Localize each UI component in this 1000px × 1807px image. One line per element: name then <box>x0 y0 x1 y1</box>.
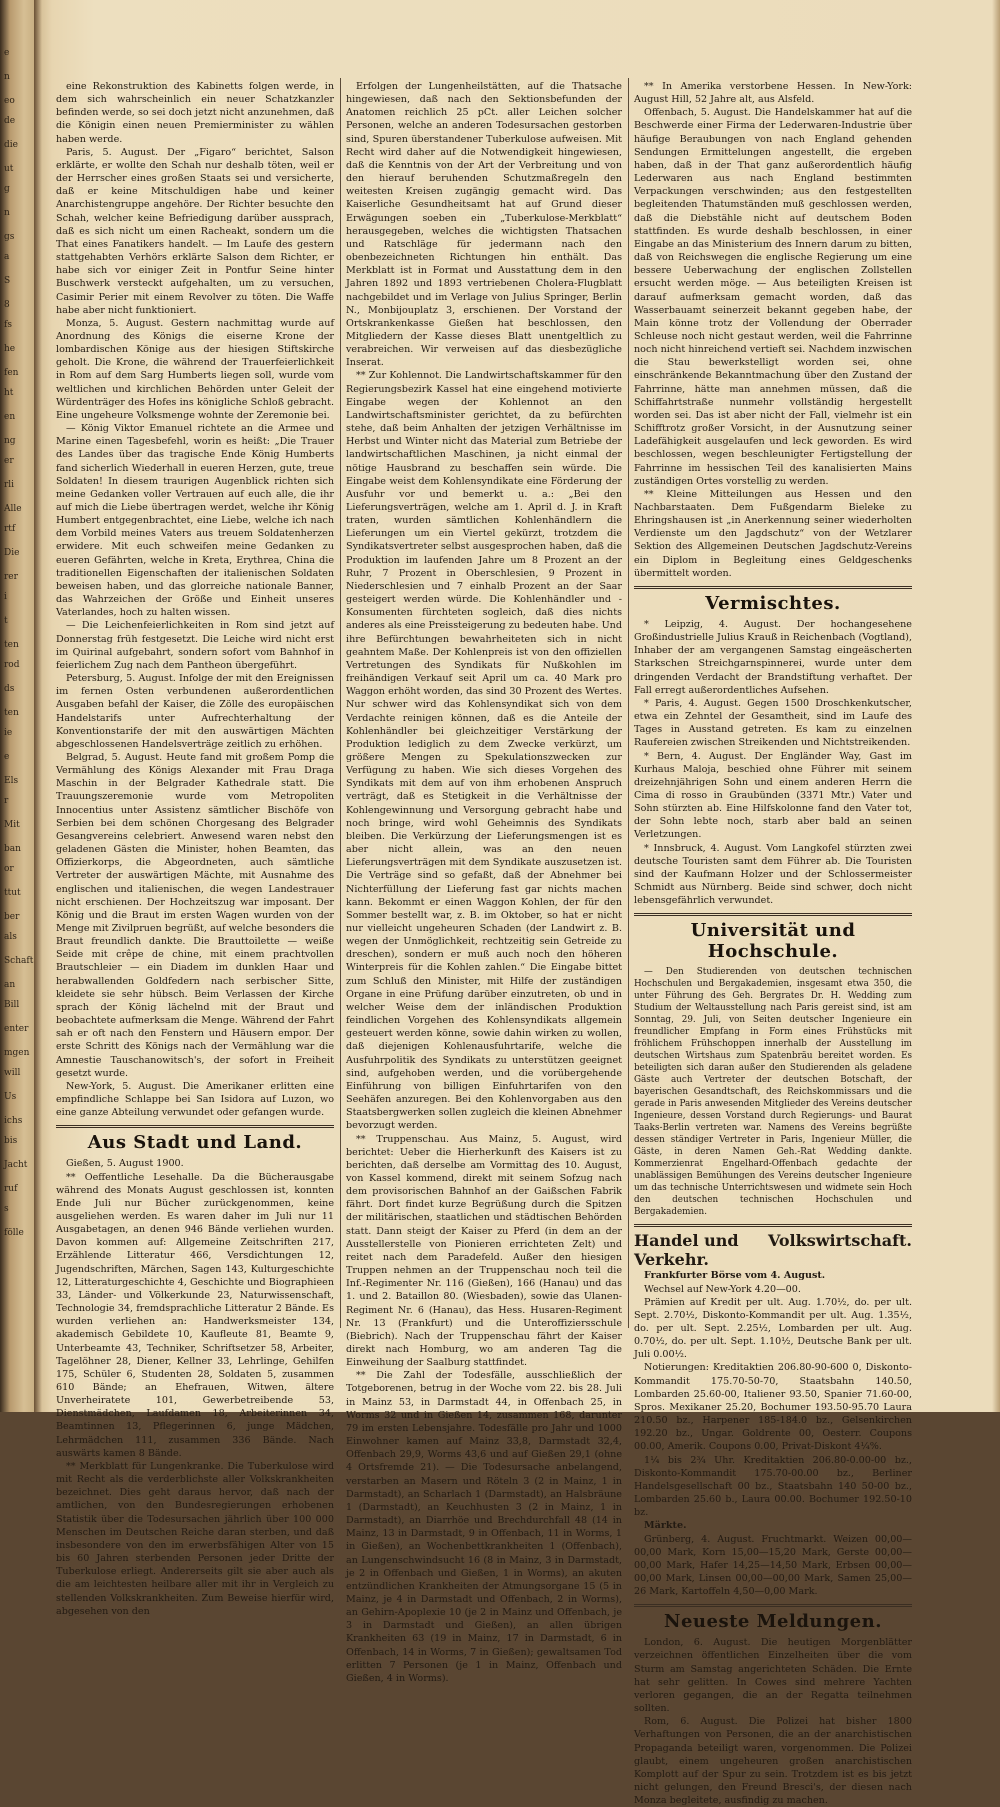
previous-page-fragment: er <box>4 456 14 466</box>
maerkte-line: Grünberg, 4. August. Fruchtmarkt. Weizen 00,00—00,00 Mark, Korn 15,00—15,20 Mark, Gerste 00,00—00,00 Mark, Hafer 14,25—14,50 Mark, Erbsen 00,00—00,00 Mark, Linsen 00,00—00,00 Mark, Samen 25,00—26 Mark, Kartoffeln 4,50—0,00 Mark. <box>634 1533 912 1598</box>
section-divider <box>634 1604 912 1607</box>
boerse-listing <box>634 1283 912 1520</box>
section-title-vermischtes: Vermischtes. <box>705 592 841 614</box>
previous-page-fragment: ng <box>4 436 16 446</box>
previous-page-fragment: Jacht <box>4 1160 28 1170</box>
section-title-aus-stadt-und-land: Aus Stadt und Land. <box>87 1132 303 1154</box>
previous-page-fragment: 8 <box>4 300 10 310</box>
previous-page-fragment: he <box>4 344 16 354</box>
previous-page-fragment: ie <box>4 728 13 738</box>
section-divider <box>634 1224 912 1227</box>
previous-page-fragment: or <box>4 864 14 874</box>
article-paragraph: — Die Leichenfeierlichkeiten in Rom sind jetzt auf Donnerstag früh festgesetzt. Die Leiche wird nicht erst im Quirinal aufgebahrt, sondern sofort vom Bahnhof in feierlichem Zug nach dem Pantheon übergeführt. <box>56 620 334 671</box>
previous-page-fragment: mgen <box>4 1048 30 1058</box>
section-title-handel: Handel und Verkehr. <box>634 1231 739 1270</box>
previous-page-fragment: rod <box>4 660 20 670</box>
previous-page-fragment: ichs <box>4 1116 23 1126</box>
previous-page-fragment: an <box>4 980 16 990</box>
section-divider <box>56 1125 334 1128</box>
previous-page-fragment: t <box>4 616 8 626</box>
previous-page-fragment: fölle <box>4 1228 24 1238</box>
article-paragraph: Monza, 5. August. Gestern nachmittag wurde auf Anordnung des Königs die eiserne Krone der lombardischen Könige aus der hiesigen Stiftskirche geholt. Die Krone, die während der Trauerfeierlichkeit in Rom auf dem Sarg Humberts liegen soll, wurde vom weltlichen und kirchlichen Behörden unter Geleit der Würdenträger des Hofes ins königliche Schloß gebracht. Eine ungeheure Volksmenge wohnte der Zeremonie bei. <box>56 317 334 421</box>
neueste-articles <box>634 1636 912 1807</box>
universitaet-articles <box>634 966 912 1218</box>
article-paragraph: Paris, 5. August. Der „Figaro“ berichtet, Salson erklärte, er wollte den Schah nur deshalb töten, weil er der Herrscher eines großen Staats sei und versicherte, daß er keine Mitschuldigen habe und keiner Anarchistengruppe angehöre. Der Richter besuchte den Schah, welcher keine Befriedigung darüber aussprach, daß es sich nicht um einen Racheakt, sondern um die That eines Fanatikers handelt. — Im Laufe des gestern stattgehabten Verhörs erklärte Salson dem Richter, er habe sich vor einiger Zeit in Pontfur Seine hinter Buschwerk versteckt aufgehalten, um zu versuchen, Casimir Perier mit einem Revolver zu töten. Die Waffe habe aber nicht funktioniert. <box>56 146 334 316</box>
article-paragraph: * Bern, 4. August. Der Engländer Way, Gast im Kurhaus Maloja, beschied ohne Führer mit seinem dreizehnjährigen Sohn und einem anderen Herrn die Cima di rosso in Graubünden (3371 Mtr.) Vater und Sohn stürzten ab. Eine Hilfskolonne fand den Vater tot, der Sohn lebte noch, starb aber bald an seinen Verletzungen. <box>634 750 912 841</box>
section-divider <box>634 586 912 589</box>
column-3 <box>634 80 912 1807</box>
article-paragraph: * Leipzig, 4. August. Der hochangesehene Großindustrielle Julius Krauß in Reichenbach (Vogtland), Inhaber der am vergangenen Samstag eingeäscherten Starkschen Streichgarnspinnerei, wurde unter dem dringenden Verdacht der Brandstiftung verhaftet. Der Fall erregt außerordentliches Aufsehen. <box>634 618 912 696</box>
article-paragraph: ** Oeffentliche Lesehalle. Da die Bücherausgabe während des Monats August geschlossen ist, konnten Ende Juli nur Bücher zurückgenommen, keine ausgeliehen werden. Es waren daher im Juli nur 11 Ausgabetagen, an denen 946 Bände verliehen wurden. Davon kommen auf: Allgemeine Zeitschriften 217, Erzählende Litteratur 466, Versdichtungen 12, Jugendschriften, Märchen, Sagen 143, Kulturgeschichte 12, Litteraturgeschichte 4, Geschichte und Biographieen 33, Länder- und Völkerkunde 23, Naturwissenschaft, Technologie 34, fremdsprachliche Litteratur 2 Bände. Es wurden verliehen an: Handwerksmeister 134, akademisch Gebildete 10, Kaufleute 81, Beamte 9, Unterbeamte 43, Techniker, Schriftsetzer 58, Arbeiter, Tagelöhner 28, Diener, Kellner 33, Lehrlinge, Gehilfen 175, Schüler 6, Studenten 28, Soldaten 5, zusammen 610 Bände; an Ehefrauen, Witwen, ältere Unverheiratete 101, Gewerbetreibende 53, Dienstmädchen, Laufdamen 18, Arbeiterinnen 34, Beamtinnen 13, Pflegerinnen 6, junge Mädchen, Lehrmädchen 111, zusammen 336 Bände. Nach auswärts kamen 8 Bände. <box>56 1171 334 1459</box>
article-paragraph: ** Die Zahl der Todesfälle, ausschließlich der Totgeborenen, betrug in der Woche vom 22. bis 28. Juli in Mainz 53, in Darmstadt 44, in Offenbach 25, in Worms 32 und in Gießen 14, zusammen 168, darunter 79 im ersten Lebensjahre. Todesfälle pro Jahr und 1000 Einwohner kamen auf Mainz 33,8, Darmstadt 32,4, Offenbach 29,9, Worms 43,6 und auf Gießen 29,1 (ohne 4 Ortsfremde 21). — Die Todesursache anbelangend, verstarben an Masern und Röteln 3 (2 in Mainz, 1 in Darmstadt), an Scharlach 1 (Darmstadt), an Halsbräune 1 (Darmstadt), an Keuchhusten 3 (2 in Mainz, 1 in Darmstadt), an Diarrhöe und Brechdurchfall 48 (14 in Mainz, 13 in Darmstadt, 9 in Offenbach, 11 in Worms, 1 in Gießen), an Wochenbettkrankheiten 1 (Offenbach), an Lungenschwindsucht 16 (8 in Mainz, 3 in Darmstadt, je 2 in Offenbach und Gießen, 1 in Worms), an akuten entzündlichen Krankheiten der Atmungsorgane 15 (5 in Mainz, je 4 in Darmstadt und Offenbach, 2 in Worms), an Gehirn-Apoplexie 10 (je 2 in Mainz und Offenbach, je 3 in Darmstadt und Gießen), an allen übrigen Krankheiten 63 (19 in Mainz, 17 in Darmstadt, 6 in Offenbach, 14 in Worms, 7 in Gießen); gewaltsamen Tod erlitten 7 Personen (je 1 in Mainz, Offenbach und Gießen, 4 in Worms). <box>346 1370 622 1684</box>
boerse-line: Wechsel auf New-York 4.20—00. <box>644 1283 801 1295</box>
previous-page-fragment: e <box>4 752 10 762</box>
previous-page-fragment: fs <box>4 320 12 330</box>
article-paragraph: ** Zur Kohlennot. Die Landwirtschaftskammer für den Regierungsbezirk Kassel hat eine eingehend motivierte Eingabe wegen der Kohlennot an den Landwirtschaftsminister gerichtet, da zu befürchten stehe, daß beim Anhalten der jetzigen Verhältnisse im Herbst und Winter nicht das Material zum Betriebe der landwirtschaftlichen Maschinen, ja nicht einmal der nötige Hausbrand zu beschaffen sein würde. Die Eingabe weist dem Kohlensyndikate eine Förderung der Ausfuhr vor und bemerkt u. a.: „Bei den Lieferungsverträgen, welche am 1. April d. J. in Kraft traten, wurden sämtlichen Kohlenhändlern die Lieferungen um ein Viertel gekürzt, trotzdem die Syndikatsvertreter selbst ausgesprochen haben, daß die Produktion im laufenden Jahre um 8 Prozent an der Ruhr, 7 Prozent in Oberschlesien, 9 Prozent in Niederschlesien und 7 einhalb Prozent an der Saar gesteigert werden würde. Die Kohlenhändler und -Konsumenten fürchteten sogleich, daß dies nichts anderes als eine Preissteigerung zu bedeuten habe. Und ihre Befürchtungen bewahrheiteten sich in nicht geahntem Maße. Der Kohlenpreis ist von den offiziellen Vertretungen des Syndikats für Nußkohlen im freihändigen Verkauf seit April um ca. 40 Mark pro Waggon erhöht worden, das sind 30 Prozent des Wertes. Nur schwer wird das Kohlensyndikat sich von dem Verdachte reinigen können, daß es die Anteile der Kohlenhändler bei gleichzeitiger Verstärkung der Produktion lediglich zu dem Zwecke verkürzt, um größere Mengen zu Spekulationszwecken zur Verfügung zu haben. Wie sich dieses Vorgehen des Syndikats mit dem auf von ihm erhobenen Anspruch verträgt, daß es Stetigkeit in die Verhältnisse der Kohlengewinnung und Versorgung gebracht habe und noch bringe, wird wohl Geheimnis des Syndikats bleiben. Die Verkürzung der Lieferungsmengen ist es aber nicht allein, was an den neuen Lieferungsverträgen mit dem Syndikate auszusetzen ist. Die Verträge sind so gefaßt, daß der Abnehmer bei Nichterfüllung der Lieferung fast gar nichts machen kann. Bekommt er einen Waggon Kohlen, der für den Sommer bestellt war, z. B. im Oktober, so hat er nicht nur vielleicht ungeheuren Schaden (der Landwirt z. B. wegen der Unmöglichkeit, rechtzeitig sein Getreide zu dreschen), sondern er muß auch noch den höheren Winterpreis für die Kohlen zahlen.“ Die Eingabe bittet zum Schluß den Minister, mit Hilfe der zuständigen Organe in eine Prüfung darüber einzutreten, ob und in welcher Weise dem der inländischen Produktion feindlichen Vorgehen des Kohlensyndikats allgemein gesteuert werden könne, sowie dahin wirken zu wollen, daß diejenigen Kohlenausfuhrtarife, welche die Ausfuhrpolitik des Syndikats zu unterstützen geeignet sind, aufgehoben werden, und die vorübergehende Einführung von billigen Einfuhrtarifen von den Seehäfen anzuregen. Bei den Kohlenvorgaben aus den Staatsbergwerken sollen zugleich die kleinen Abnehmer bevorzugt werden. <box>346 370 622 1132</box>
article-paragraph: * Paris, 4. August. Gegen 1500 Droschkenkutscher, etwa ein Zehntel der Gesamtheit, sind im Laufe des Tages in Ausstand getreten. Es kam zu einzelnen Raufereien zwischen Streikenden und Nichtstreikenden. <box>634 697 912 749</box>
article-paragraph: Petersburg, 5. August. Infolge der mit den Ereignissen im fernen Osten verbundenen außerordentlichen Ausgaben befahl der Kaiser, die Zölle des europäischen Handelstarifs unter Aufrechterhaltung der Konventionstarife der mit den auswärtigen Mächten abgeschlossenen Handelsverträge zeitlich zu erhöhen. <box>56 673 334 750</box>
previous-page-fragment: ten <box>4 708 19 718</box>
article-paragraph: New-York, 5. August. Die Amerikaner erlitten eine empfindliche Schlappe bei San Isidora auf Luzon, wo eine ganze Abteilung verwundet oder gefangen wurde. <box>56 1080 334 1119</box>
article-paragraph: ** Truppenschau. Aus Mainz, 5. August, wird berichtet: Ueber die Hierherkunft des Kaisers ist zu berichten, daß derselbe am Vormittag des 10. August, von Kassel kommend, direkt mit seinem Sofzug nach dem provisorischen Bahnhof an der Gaißschen Fabrik fährt. Dort findet kurze Begrüßung durch die Spitzen der militärischen, staatlichen und städtischen Behörden statt. Dann steigt der Kaiser zu Pferd (in dem an der Ausstellerstelle von Pionieren errichteten Zelt) und reitet nach dem Paradefeld. Außer den hiesigen Truppen nehmen an der Truppenschau noch teil die Inf.-Regimenter Nr. 116 (Gießen), 166 (Hanau) und das 1. und 2. Bataillon 80. (Wiesbaden), sowie das Ulanen-Regiment Nr. 6 (Hanau), das Hess. Husaren-Regiment Nr. 13 (Frankfurt) und die Unteroffiziersschule (Biebrich). Nach der Truppenschau fährt der Kaiser direkt nach Homburg, wo am anderen Tag die Einweihung der Saalburg stattfindet. <box>346 1133 622 1369</box>
previous-page-fragment: e <box>4 48 10 58</box>
maerkte-listing <box>634 1533 912 1599</box>
previous-page-fragment: de <box>4 116 16 126</box>
previous-page-fragment: Die <box>4 548 20 558</box>
maerkte-title: Märkte. <box>644 1520 687 1532</box>
section-title-volkswirtschaft: Volkswirtschaft. <box>767 1231 912 1251</box>
previous-page-fragment: a <box>4 252 10 262</box>
column-1 <box>56 80 334 1617</box>
previous-page-fragment: gs <box>4 232 15 242</box>
previous-page-fragment: rli <box>4 480 15 490</box>
previous-page-fragment: Bill <box>4 1000 20 1010</box>
previous-page-fragment: die <box>4 140 18 150</box>
previous-page-fragment: ten <box>4 640 19 650</box>
previous-page-fragment: g <box>4 184 10 194</box>
previous-page-fragment: en <box>4 412 16 422</box>
previous-page-fragment: als <box>4 932 17 942</box>
previous-page-fragment: fen <box>4 368 19 378</box>
vermischtes-articles <box>634 618 912 907</box>
previous-page-fragment: n <box>4 208 10 218</box>
previous-page-fragment: ber <box>4 912 20 922</box>
previous-page-fragment: s <box>4 1204 9 1214</box>
column-1-news <box>56 80 334 1119</box>
article-paragraph: ** Kleine Mitteilungen aus Hessen und den Nachbarstaaten. Dem Fußgendarm Bieleke zu Ehringshausen ist „in Anerkennung seiner wiederholten Verdienste um den Jagdschutz“ von der Wetzlarer Sektion des Allgemeinen Deutschen Jagdschutz-Vereins ein Diplom in Begleitung eines Geldgeschenks übermittelt worden. <box>634 488 912 579</box>
previous-page-fragment: rer <box>4 572 18 582</box>
column-rule <box>340 78 341 1328</box>
boerse-line: Notierungen: Kreditaktien 206.80-90-600 0, Diskonto-Kommandit 175.70-50-70, Staatsbahn 140.50, Lombarden 25.60-00, Italiener 93.50, Spanier 71.60-00, Spros. Mexikaner 25.20, Bochumer 193.50-95.70 Laura 210.50 bz., Harpener 185-184.0 bz., Gelsenkirchen 192.20 bz., Ungar. Goldrente 00, Oesterr. Coupons 00.00, Amerik. Coupons 0.00, Privat-Diskont 4¼%. <box>634 1362 912 1453</box>
previous-page-fragment: Mit <box>4 820 20 830</box>
boerse-line: 1¼ bis 2¾ Uhr. Kreditaktien 206.80-0.00-00 bz., Diskonto-Kommandit 175.70-00.00 bz., Berliner Handelsgesellschaft 00 bz., Staatsbahn 140 50-00 bz., Lombarden 25.60 b., Laura 00.00. Bochumer 192.50-10 bz. <box>634 1454 912 1519</box>
column-rule <box>628 78 629 1328</box>
previous-page-fragment: S <box>4 276 11 286</box>
previous-page-fragment: enter <box>4 1024 29 1034</box>
section-divider <box>634 913 912 916</box>
previous-page-fragment: r <box>4 796 9 806</box>
previous-page-fragment: rtf <box>4 524 16 534</box>
boerse-title: Frankfurter Börse vom 4. August. <box>644 1270 826 1282</box>
column-3-news <box>634 80 912 580</box>
previous-page-margin <box>0 0 34 1412</box>
previous-page-fragment: ttut <box>4 888 21 898</box>
handel-header <box>634 1231 912 1269</box>
previous-page-fragment: Alle <box>4 504 22 514</box>
article-paragraph: Rom, 6. August. Die Polizei hat bisher 1800 Verhaftungen von Personen, die an der anarchistischen Propaganda beteiligt waren, vorgenommen. Die Polizei glaubt, einem ungeheuren großen anarchistischen Komplott auf der Spur zu sein. Trotzdem ist es bis jetzt nicht gelungen, den Freund Bresci's, der diesen nach Monza begleitete, ausfindig zu machen. <box>634 1716 912 1807</box>
previous-page-fragment: i <box>4 592 7 602</box>
previous-page-fragment: ut <box>4 164 14 174</box>
article-paragraph: Offenbach, 5. August. Die Handelskammer hat auf die Beschwerde einer Firma der Lederwaren-Industrie über häufige Beraubungen von nach England gehenden Sendungen Ermittelungen angestellt, die ergeben haben, daß in der That ganz außerordentlich häufig Lederwaren aus nach England bestimmten Verpackungen verschwinden; aus den festgestellten begleitenden Thatumständen muß geschlossen werden, daß die Diebstähle nicht auf deutschem Boden stattfinden. Es wurde deshalb beschlossen, in einer Eingabe an das Ministerium des Innern darum zu bitten, daß von Reichswegen die englische Regierung um eine bessere Ueberwachung der englischen Zollstellen ersucht werden möge. — Aus beteiligten Kreisen ist darauf aufmerksam gemacht worden, daß das Wasserbauamt seinerzeit bekannt gegeben habe, der Main könne trotz der Vollendung der Oberrader Schleuse noch nicht gestaut werden, weil die Fahrrinne noch nicht hinreichend vertieft sei. Nachdem inzwischen die Stau bewerkstelligt worden sei, ohne einschränkende Bekanntmachung über den Zustand der Fahrrinne, hätte man annehmen müssen, daß die Schiffahrtstraße nunmehr vollständig hergestellt worden sei. Das ist aber nicht der Fall, vielmehr ist ein Schifftrotz großer Vorsicht, in der Ausnutzung seiner Ladefähigkeit ausgelaufen und leck geworden. Es wird beschlossen, wegen beschleunigter Fertigstellung der Fahrrinne im hessischen Teil des kanalisierten Mains zuständigen Ortes vorstellig zu werden. <box>634 107 912 487</box>
section-title-universitaet: Universität und Hochschule. <box>690 920 856 963</box>
previous-page-fragment: Els <box>4 776 19 786</box>
article-paragraph: — Den Studierenden von deutschen technischen Hochschulen und Bergakademien, insgesamt etwa 350, die unter Führung des Geh. Bergrates Dr. H. Wedding zum Studium der Weltausstellung nach Paris gereist sind, ist am Sonntag, 29. Juli, von Seiten deutscher Ingenieure ein freundlicher Empfang in Form eines Frühstücks mit fröhlichem Frühschoppen innerhalb der Ausstellung im deutschen Wirtshaus zum Spatenbräu bereitet worden. Es beteiligten sich daran außer den Studierenden als geladene Gäste auch Vertreter der deutschen Botschaft, der bayerischen Gesandtschaft, des Reichskommissars und die gerade in Paris anwesenden Mitglieder des Vereins deutscher Ingenieure, dessen Vorstand durch Regierungs- und Baurat Taaks-Berlin vertreten war. Namens des Vereins begrüßte dessen ständiger Vertreter in Paris, Ingenieur Müller, die Gäste, in deren Namen Geh.-Rat Wedding dankte. Kommerzienrat Engelhard-Offenbach gedachte der unablässigen Bemühungen des Vereins deutscher Ingenieure um das technische Unterrichtswesen und widmete sein Hoch den deutschen technischen Hochschulen und Bergakademien. <box>634 967 912 1218</box>
previous-page-fragment: ban <box>4 844 21 854</box>
column-1-local-news <box>56 1157 334 1617</box>
previous-page-fragment: ht <box>4 388 14 398</box>
section-title-neueste-meldungen: Neueste Meldungen. <box>664 1611 882 1633</box>
article-paragraph: — König Viktor Emanuel richtete an die Armee und Marine einen Tagesbefehl, worin es heißt: „Die Trauer des Landes über das tragische Ende König Humberts fand sicherlich Wiederhall in eueren Herzen, gute, treue Soldaten! In diesem traurigen Augenblick richten sich meine Gedanken voller Vertrauen auf euch alle, die ihr auf mich die Liebe übertragen werdet, welche ihr König Humbert entgegenbrachtet, eine Liebe, welche ich nach dem Vorbild meines Vaters aus treuem Soldatenherzen erwidere. Mit euch schweifen meine Gedanken zu eueren Gefährten, welche in Kreta, Erythrea, China die traditionellen Eigenschaften der italienischen Soldaten beweisen haben, und das glorreiche nationale Banner, das Wahrzeichen der Größe und Einheit unseres Vaterlandes, hoch zu halten wissen. <box>56 423 334 619</box>
article-paragraph: ** Merkblatt für Lungenkranke. Die Tuberkulose wird mit Recht als die verderblichste aller Volkskrankheiten bezeichnet. Dies geht daraus hervor, daß nach der amtlichen, von den Bundesregierungen erhobenen Statistik über die Todesursachen jährlich über 100 000 Menschen im Deutschen Reiche daran sterben, und daß insbesondere von den im erwerbsfähigen Alter von 15 bis 60 Jahren sterbenden Personen jeder Dritte der Tuberkulose erliegt. Andererseits gilt sie aber auch als die am leichtesten heilbare aller mit ihr in Vergleich zu stellenden Volkskrankheiten. Zum Beweise hierfür wird, abgesehen von den <box>56 1460 334 1617</box>
column-2-news <box>346 80 622 1685</box>
article-paragraph: Gießen, 5. August 1900. <box>66 1158 184 1170</box>
article-paragraph: Belgrad, 5. August. Heute fand mit großem Pomp die Vermählung des Königs Alexander mit Frau Draga Maschin in der Belgrader Kathedrale statt. Die Trauungszeremonie wurde vom Metropoliten Innocentius unter Assistenz sämtlicher Bischöfe von Serbien bei dem schönen Chorgesang des Belgrader Gesangvereins celebriert. Anwesend waren nebst den geladenen Gästen die Minister, hohen Beamten, das Offizierkorps, die Abgeordneten, auch sämtliche Vertreter der auswärtigen Mächte, mit Ausnahme des englischen und italienischen, die wegen Landestrauer nicht erschienen. Der Hochzeitszug war imposant. Der König und die Braut im ersten Wagen wurden von der Menge mit Zivilpruen begrüßt, auf welche besonders die Braut freundlich dankte. Die Brauttoilette — weiße Seide mit crêpe de chine, mit einem prachtvollen Brautschleier — ein Diadem im dunklen Haar und herabwallenden Goldfedern nach serbischer Sitte, kleidete sie sehr hübsch. Beim Verlassen der Kirche sprach der König lächelnd mit der Braut und beobachtete aufmerksam die Menge. Während der Fahrt sah er oft nach den Fenstern und Häusern empor. Der erste Schritt des Königs nach der Vermählung war die Amnestie Tauschanowitsch's, der sofort in Freiheit gesetzt wurde. <box>56 751 334 1079</box>
article-paragraph: Erfolgen der Lungenheilstätten, auf die Thatsache hingewiesen, daß nach den Sektionsbefunden der Anatomen reichlich 25 pCt. aller Leichen solcher Personen, welche an anderen Todesursachen gestorben sind, Spuren überstandener Tuberkulose aufweisen. Mit Recht wird daher auf die Notwendigkeit hingewiesen, daß die Kenntnis von der Art der Verbreitung und von den hierauf beruhenden Schutzmaßregeln den weitesten Kreisen zugängig gemacht wird. Das Kaiserliche Gesundheitsamt hat auf Grund dieser Erwägungen soeben ein „Tuberkulose-Merkblatt“ herausgegeben, welches die wichtigsten Thatsachen und Ratschläge für jedermann nach den obenbezeichneten Richtungen hin enthält. Das Merkblatt ist in Format und Ausstattung dem in den Jahren 1892 und 1893 vertriebenen Cholera-Flugblatt nachgebildet und im Verlage von Julius Springer, Berlin N., Monbijouplatz 3, erschienen. Der Vorstand der Ortskrankenkasse Gießen hat beschlossen, den Mitgliedern der Kasse dieses Blatt unentgeltlich zu verabreichen. Wir verweisen auf das diesbezügliche Inserat. <box>346 81 622 369</box>
previous-page-fragment: ruf <box>4 1184 18 1194</box>
page-edge <box>992 0 1000 1412</box>
previous-page-fragment: eo <box>4 96 15 106</box>
column-2 <box>346 80 622 1684</box>
page-gutter-shadow <box>34 0 42 1412</box>
previous-page-fragment: bis <box>4 1136 18 1146</box>
previous-page-fragment: ds <box>4 684 15 694</box>
previous-page-fragments <box>4 40 32 1390</box>
article-paragraph: London, 6. August. Die heutigen Morgenblätter verzeichnen öffentlichen Einzelheiten über die vom Sturm am Samstag angerichteten Schäden. Die Ernte hat sehr gelitten. In Cowes sind mehrere Yachten verloren gegangen, die an der Regatta teilnehmen sollten. <box>634 1637 912 1715</box>
previous-page-fragment: n <box>4 72 10 82</box>
article-paragraph: eine Rekonstruktion des Kabinetts folgen werde, in dem sich wahrscheinlich ein neuer Schatzkanzler befinden werde, so sei doch jetzt nicht anzunehmen, daß die Königin einen neuen Premierminister zu wählen haben werde. <box>56 81 334 145</box>
previous-page-fragment: will <box>4 1068 21 1078</box>
previous-page-fragment: Schaft <box>4 956 34 966</box>
boerse-line: Prämien auf Kredit per ult. Aug. 1.70½, do. per ult. Sept. 2.70½, Diskonto-Kommandit per ult. Aug. 1.35½, do. per ult. Sept. 2.25½, Lombarden per ult. Aug. 0.70½, do. per ult. Sept. 1.10½, Deutsche Bank per ult. Juli 0.00½. <box>634 1296 912 1361</box>
article-paragraph: * Innsbruck, 4. August. Vom Langkofel stürzten zwei deutsche Touristen samt dem Führer ab. Die Touristen sind der Kaufmann Holzer und der Schlossermeister Schmidt aus Nürnberg. Beide sind schwer, doch nicht lebensgefährlich verwundet. <box>634 842 912 907</box>
previous-page-fragment: Us <box>4 1092 17 1102</box>
article-paragraph: ** In Amerika verstorbene Hessen. In New-York: August Hill, 52 Jahre alt, aus Alsfeld. <box>634 81 912 106</box>
